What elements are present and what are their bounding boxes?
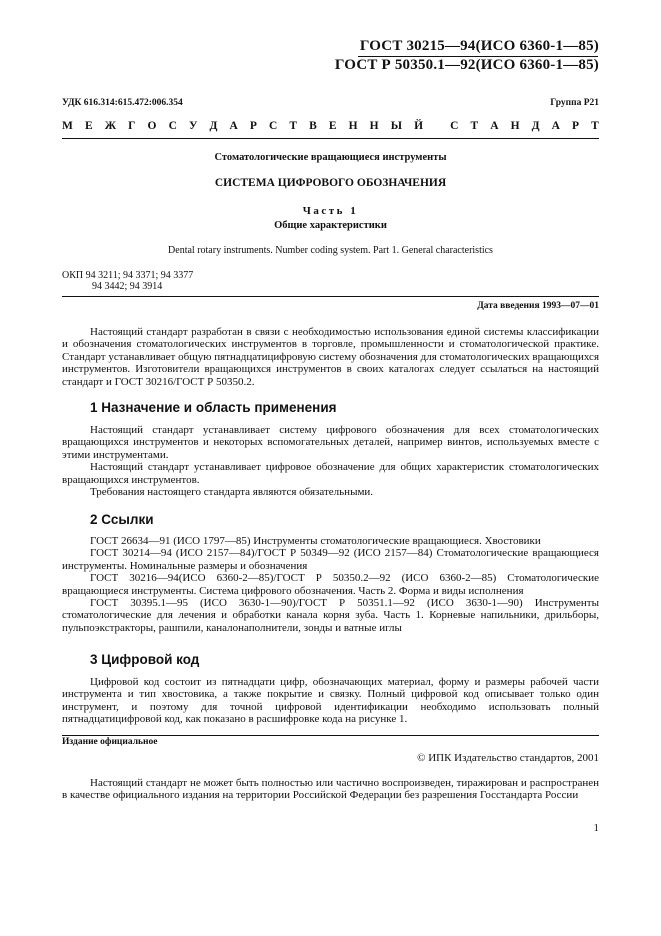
banner-letter: В [309,120,317,132]
copyright: © ИПК Издательство стандартов, 2001 [417,752,599,764]
banner-letter: Р [249,120,257,132]
gost-designation-1: ГОСТ 30215—94(ИСО 6360-1—85) [359,38,599,54]
okp-line-2: 94 3442; 94 3914 [92,281,163,292]
section-1-p1: Настоящий стандарт устанавливает систему цифрового обозначения для всех стоматологических вращающихся инструментов и некоторых вспомогательных деталей, например винтов, используемых вместе с этими инструментами. [62,424,599,461]
banner-letter: Н [348,120,358,132]
banner-letter: А [490,120,499,132]
banner-letter [435,120,438,132]
english-title: Dental rotary instruments. Number coding system. Part 1. General characteristics [168,245,493,256]
banner-letter: Д [209,120,218,132]
banner-letter: С [168,120,177,132]
page-number: 1 [593,822,599,834]
banner-letter: М [62,120,73,132]
banner-letter: Ж [104,120,117,132]
section-1-p2: Настоящий стандарт устанавливает цифровое обозначение для общих характеристик стоматологических вращающихся инструментов. [62,461,599,486]
banner-letter: С [450,120,459,132]
banner-letter: Н [510,120,520,132]
main-title: СИСТЕМА ЦИФРОВОГО ОБОЗНАЧЕНИЯ [214,177,447,189]
banner-letter: Д [531,120,540,132]
banner-letter: Е [328,120,337,132]
part-number: Часть 1 [302,205,359,217]
gost-designation-2: ГОСТ Р 50350.1—92(ИСО 6360-1—85) [334,57,599,73]
section-2-body [62,535,599,634]
banner-letter: Р [572,120,580,132]
banner-letter: Т [289,120,298,132]
date-divider [62,296,599,297]
part-subtitle: Общие характеристики [274,220,387,231]
reference-1: ГОСТ 26634—91 (ИСО 1797—85) Инструменты стоматологические вращающиеся. Хвостовики [90,535,541,547]
reference-2: ГОСТ 30214—94 (ИСО 2157—84)/ГОСТ Р 50349—92 (ИСО 2157—84) Стоматологические вращающиеся инструменты. Номинальные размеры и обозначения [62,547,599,572]
section-3-body [62,676,599,726]
section-3-p1: Цифровой код состоит из пятнадцати цифр, обозначающих материал, форму и размеры рабочей части инструмента и тип хвостовика, а также покрытие и связку. Полный цифровой код описывает только один инструмент, и поэтому для точной цифровой идентификации необходимо использовать полный пятнадцатицифровой код, как показано в расшифровке кода на рисунке 1. [62,676,599,726]
notice-text: Настоящий стандарт не может быть полностью или частично воспроизведен, тиражирован и распространен в качестве официального издания на территории Российской Федерации без разрешения Госстандарта России [62,777,599,802]
banner-letter: О [147,120,157,132]
banner-letter: А [551,120,560,132]
reference-3: ГОСТ 30216—94(ИСО 6360-2—85)/ГОСТ Р 50350.2—92 (ИСО 6360-2—85) Стоматологические вращающиеся инструменты. Система цифрового обозначения. Часть 2. Форма и виды исполнения [62,572,599,597]
okp-codes [62,270,193,292]
banner-letter: Т [591,120,599,132]
intro-text: Настоящий стандарт разработан в связи с необходимостью использования единой системы классификации и обозначения стоматологических инструментов в торговле, промышленности и стоматологической практике. Стандарт устанавливает общую пятнадцатицифровую систему обозначения для стоматологических вращающихся инструментов. Изготовители вращающихся инструментов в своих каталогах следует ссылаться на настоящий стандарт и ГОСТ 30216/ГОСТ Р 50350.2. [62,326,599,388]
okp-line-1: ОКП 94 3211; 94 3371; 94 3377 [62,270,194,281]
banner-divider [62,138,599,139]
udk-code: УДК 616.314:615.472:006.354 [62,98,183,108]
section-1-heading: 1 Назначение и область применения [90,400,337,415]
intro-paragraph [62,326,599,388]
banner-letter: Н [369,120,379,132]
section-1-body [62,424,599,498]
subject-title: Стоматологические вращающиеся инструменты [214,152,447,163]
section-3-heading: 3 Цифровой код [90,652,200,667]
banner-letter: Й [414,120,424,132]
banner-letter: А [229,120,238,132]
banner-letter: Ы [390,120,402,132]
banner-letter: Г [128,120,136,132]
effective-date: Дата введения 1993—07—01 [477,301,599,311]
section-2-heading: 2 Ссылки [90,512,154,527]
standard-type-banner [62,120,599,132]
official-edition: Издание официальное [62,737,158,747]
group-code: Группа Р21 [550,98,599,108]
section-1-p3: Требования настоящего стандарта являются обязательными. [90,486,374,499]
banner-letter: С [269,120,278,132]
edition-divider [62,735,599,736]
banner-letter: У [188,120,198,132]
banner-letter: Т [470,120,479,132]
reproduction-notice [62,777,599,802]
reference-4: ГОСТ 30395.1—95 (ИСО 3630-1—90)/ГОСТ Р 50351.1—92 (ИСО 3630-1—90) Инструменты стоматологические для лечения и обработки канала корня зуба. Часть 1. Корневые напильники, дрильборы, пульпоэкстракторы, рашпили, каналонаполнители, зонды и ватные иглы [62,597,599,634]
banner-letter: Е [84,120,93,132]
